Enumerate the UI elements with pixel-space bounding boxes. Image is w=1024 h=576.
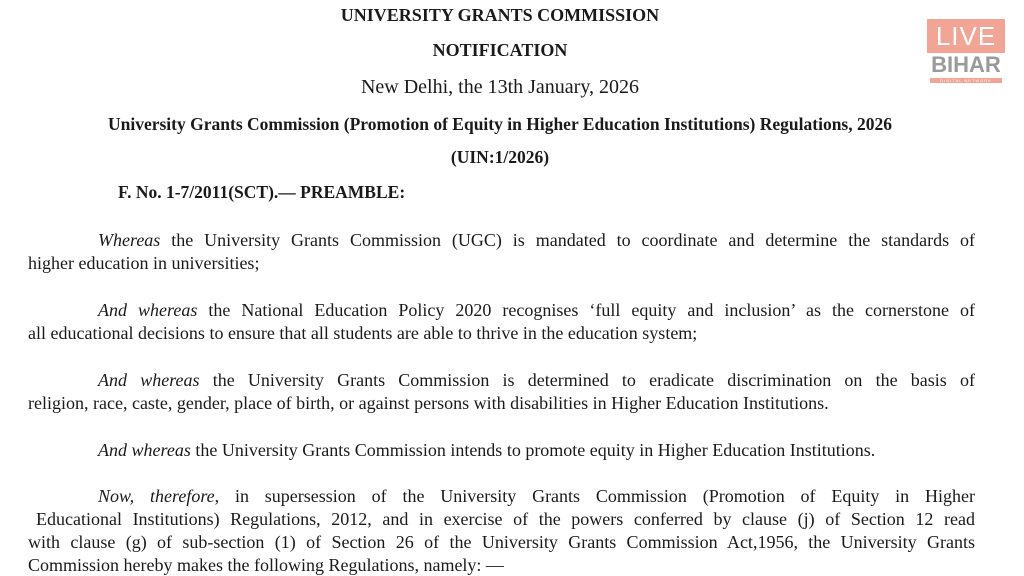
paragraph-5-line-4: Commission hereby makes the following Regulations, namely: — bbox=[28, 555, 504, 575]
line-text: the University Grants Commission intends to promote equity in Higher Education Institutions. bbox=[190, 440, 876, 460]
paragraph-1-line-1 bbox=[98, 229, 975, 251]
logo-tagline: DIGITAL NETWORK bbox=[930, 78, 1002, 83]
paragraph-3-line-2: religion, race, caste, gender, place of birth, or against persons with disabilities in Higher Education Institutions. bbox=[28, 393, 829, 413]
org-heading: UNIVERSITY GRANTS COMMISSION bbox=[340, 5, 660, 25]
line-text: the National Education Policy 2020 recognises ‘full equity and inclusion’ as the cornerstone of bbox=[197, 300, 975, 320]
paragraph-1-line-2: higher education in universities; bbox=[28, 253, 260, 273]
line-text: , in supersession of the University Grants Commission (Promotion of Equity in Higher bbox=[214, 486, 975, 506]
italic-lead: Whereas bbox=[98, 230, 161, 250]
italic-lead: And whereas bbox=[98, 370, 200, 390]
line-text: the University Grants Commission (UGC) is mandated to coordinate and determine the standards of bbox=[160, 230, 975, 250]
paragraph-2-line-1 bbox=[98, 299, 975, 321]
notification-heading: NOTIFICATION bbox=[432, 40, 568, 60]
logo-live: LIVE bbox=[927, 19, 1005, 53]
uin: (UIN:1/2026) bbox=[450, 147, 550, 167]
logo-bihar: BIHAR bbox=[931, 52, 1001, 77]
place-date: New Delhi, the 13th January, 2026 bbox=[360, 76, 640, 98]
italic-lead: Now, therefore bbox=[98, 486, 215, 506]
italic-lead: And whereas bbox=[98, 440, 191, 460]
paragraph-2-line-2: all educational decisions to ensure that all students are able to thrive in the education system; bbox=[28, 323, 698, 343]
italic-lead: And whereas bbox=[98, 300, 198, 320]
paragraph-3-line-1 bbox=[98, 369, 975, 391]
paragraph-4-line-1 bbox=[98, 439, 975, 461]
paragraph-5-line-2: Educational Institutions) Regulations, 2012, and in exercise of the powers conferred by clause (j) of Section 12 read bbox=[36, 509, 975, 529]
file-number: F. No. 1-7/2011(SCT).— PREAMBLE: bbox=[118, 182, 406, 202]
paragraph-5-line-1 bbox=[98, 485, 975, 507]
paragraph-5-line-3: with clause (g) of sub-section (1) of Section 26 of the University Grants Commission Act,1956, the University Grants bbox=[28, 532, 975, 552]
regulation-title: University Grants Commission (Promotion of Equity in Higher Education Institutions) Regulations, 2026 bbox=[107, 114, 892, 134]
line-text: the University Grants Commission is determined to eradicate discrimination on the basis of bbox=[199, 370, 975, 390]
